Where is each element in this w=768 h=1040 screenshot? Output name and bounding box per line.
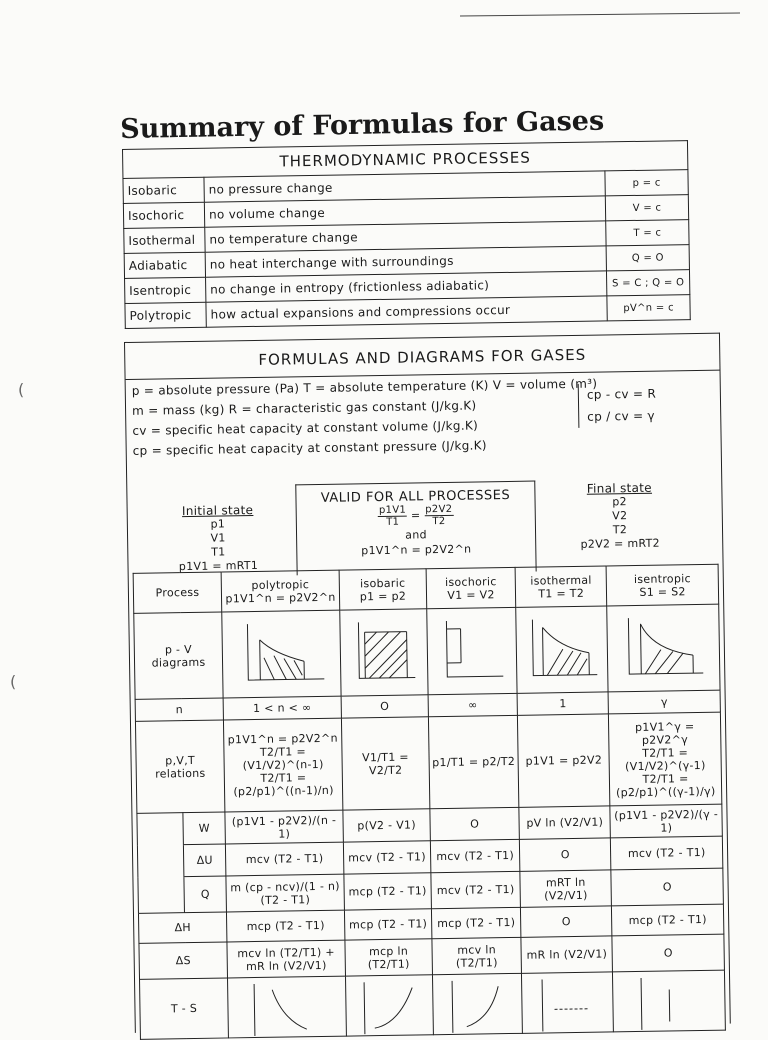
pvt-isobaric: V1/T1 = V2/T2 xyxy=(341,717,430,810)
pvt-isochoric: p1/T1 = p2/T2 xyxy=(428,715,519,808)
margin-mark: ( xyxy=(10,672,16,691)
initial-state-title: Initial state xyxy=(158,503,278,519)
table-cell: mcp (T2 - T1) xyxy=(612,904,724,936)
row-label: ΔS xyxy=(139,942,228,979)
state-line: T1 xyxy=(158,545,278,561)
row-gap xyxy=(137,813,184,846)
process-formula: T = c xyxy=(606,220,689,246)
table-cell: pV ln (V2/V1) xyxy=(519,806,611,839)
n-value: O xyxy=(341,695,428,718)
table-cell: mcv ln (T2/T1) xyxy=(432,937,522,974)
thermodynamic-processes-table xyxy=(122,140,691,329)
ts-diagram-isentropic xyxy=(613,970,726,1032)
process-desc: no volume change xyxy=(204,196,605,227)
column-header-sub: V1 = V2 xyxy=(429,587,513,601)
and-text: and xyxy=(297,526,535,545)
table-cell: O xyxy=(519,838,611,871)
margin-mark: ( xyxy=(18,380,24,399)
state-line: p2V2 = mRT2 xyxy=(560,536,680,552)
page-title: Summary of Formulas for Gases xyxy=(120,106,604,145)
row-label: W xyxy=(183,812,225,845)
polytropic-law: p1V1^n = p2V2^n xyxy=(297,541,535,560)
ts-diagram-isobaric xyxy=(345,975,433,1036)
row-label: n xyxy=(135,698,223,721)
column-header-sub: p1V1^n = p2V2^n xyxy=(224,590,337,605)
definition-line: p = absolute pressure (Pa) T = absolute temperature (K) V = volume (m³) xyxy=(132,374,572,401)
table-row xyxy=(134,604,720,699)
row-label: p - V diagrams xyxy=(134,612,223,699)
pvt-isothermal: p1V1 = p2V2 xyxy=(518,714,611,807)
column-header xyxy=(426,567,516,608)
table-cell: O xyxy=(521,906,613,937)
gas-constant-relations xyxy=(578,383,657,428)
state-line: p2 xyxy=(559,494,679,510)
table-cell: mcp (T2 - T1) xyxy=(344,909,432,940)
table-cell: mcv ln (T2/T1) + mR ln (V2/V1) xyxy=(227,940,345,978)
column-header-sub: S1 = S2 xyxy=(609,584,716,599)
table-cell: O xyxy=(612,934,724,972)
n-value: ∞ xyxy=(428,693,517,716)
ts-diagram-isothermal xyxy=(522,972,614,1033)
table-cell: O xyxy=(611,868,723,906)
fraction-denominator: T1 xyxy=(378,517,407,528)
pv-diagram-isentropic xyxy=(607,604,720,692)
process-desc: no pressure change xyxy=(204,171,605,202)
pv-diagram-isobaric xyxy=(340,609,428,696)
ts-diagram-polytropic xyxy=(228,976,347,1038)
column-header: Process xyxy=(133,572,222,613)
column-header-title: isochoric xyxy=(429,574,513,588)
column-header-title: polytropic xyxy=(224,577,337,592)
definitions xyxy=(132,374,573,461)
table-cell: mcv (T2 - T1) xyxy=(611,836,723,870)
table-cell: mcv (T2 - T1) xyxy=(430,839,520,872)
pvt-isentropic xyxy=(609,712,722,806)
process-formula: V = c xyxy=(605,195,688,221)
final-state xyxy=(559,480,680,552)
table-cell: mcp ln (T2/T1) xyxy=(345,939,433,976)
table-cell: (p1V1 - p2V2)/(n - 1) xyxy=(225,810,343,844)
relation-line: T2/T1 = (p2/p1)^((γ-1)/γ) xyxy=(612,771,719,799)
n-value: 1 xyxy=(517,692,609,715)
n-value: 1 < n < ∞ xyxy=(223,696,341,720)
table-cell: mcp (T2 - T1) xyxy=(344,873,432,910)
row-gap xyxy=(138,877,185,914)
process-desc: no heat interchange with surroundings xyxy=(205,246,606,277)
final-state-title: Final state xyxy=(559,480,679,496)
relation-line: cp - cv = R xyxy=(587,383,657,406)
pvt-polytropic xyxy=(224,718,343,812)
relation-line: cp / cv = γ xyxy=(587,405,657,428)
column-header-sub: T1 = T2 xyxy=(518,586,604,600)
table-cell: m (cp - ncv)/(1 - n) (T2 - T1) xyxy=(226,874,344,912)
row-label: ΔU xyxy=(183,844,225,877)
valid-title: VALID FOR ALL PROCESSES xyxy=(296,482,534,507)
process-formula: S = C ; Q = O xyxy=(606,270,689,296)
state-line: p1V1 = mRT1 xyxy=(158,559,278,575)
process-name: Isothermal xyxy=(124,227,205,253)
process-name: Adiabatic xyxy=(124,252,205,278)
table-cell: mcv (T2 - T1) xyxy=(225,842,343,876)
table-row xyxy=(140,970,726,1039)
valid-for-all-box xyxy=(295,481,536,576)
process-name: Isochoric xyxy=(123,202,204,228)
table-cell: O xyxy=(430,807,520,840)
process-comparison-table xyxy=(133,564,726,1040)
process-formula: pV^n = c xyxy=(607,295,690,321)
row-label: p,V,T relations xyxy=(135,720,225,813)
pv-diagram-isothermal xyxy=(516,606,609,693)
column-header-title: isothermal xyxy=(518,573,604,587)
pv-diagram-polytropic xyxy=(222,610,341,698)
relation-line: p1V1^n = p2V2^n xyxy=(226,732,339,747)
fraction-numerator: p2V2 xyxy=(424,504,453,516)
table-cell: (p1V1 - p2V2)/(γ - 1) xyxy=(610,804,722,838)
table-cell: mRT ln (V2/V1) xyxy=(520,870,612,907)
column-header-title: isentropic xyxy=(609,571,716,586)
column-header xyxy=(606,564,718,606)
table-row xyxy=(135,712,721,813)
ts-diagram-isochoric xyxy=(432,973,522,1034)
process-name: Isentropic xyxy=(125,277,206,303)
relation-line: T2/T1 = (V1/V2)^(n-1) xyxy=(226,745,339,773)
definition-line: cp = specific heat capacity at constant pressure (J/kg.K) xyxy=(133,434,573,461)
relation-line: p1V1^γ = p2V2^γ xyxy=(611,719,718,747)
definition-line: cv = specific heat capacity at constant volume (J/kg.K) xyxy=(132,414,572,441)
relation-line: T2/T1 = (p2/p1)^((n-1)/n) xyxy=(227,771,340,799)
n-value: γ xyxy=(608,690,720,714)
process-name: Polytropic xyxy=(125,302,206,328)
table-cell: mcv (T2 - T1) xyxy=(343,841,431,874)
process-desc: no temperature change xyxy=(205,221,606,252)
fraction-numerator: p1V1 xyxy=(378,505,407,517)
pv-diagram-isochoric xyxy=(427,607,517,694)
state-line: T2 xyxy=(560,522,680,538)
process-desc: how actual expansions and compressions occur xyxy=(206,296,607,327)
table-cell: mcp (T2 - T1) xyxy=(227,910,345,942)
row-gap xyxy=(137,845,184,878)
combined-gas-law: $\frac{p1V1}{T1}$ = $\frac{p2V2}{T2}$ xyxy=(297,503,535,530)
row-label: Q xyxy=(184,876,227,913)
table-header: THERMODYNAMIC PROCESSES xyxy=(123,141,688,179)
process-name: Isobaric xyxy=(123,177,204,203)
scan-artifact-line xyxy=(460,13,740,17)
state-line: V1 xyxy=(158,531,278,547)
relation-line: T2/T1 = (V1/V2)^(γ-1) xyxy=(612,745,719,773)
table-header: FORMULAS AND DIAGRAMS FOR GASES xyxy=(125,334,720,380)
column-header xyxy=(515,566,607,607)
initial-state xyxy=(158,503,279,575)
process-formula: Q = O xyxy=(606,245,689,271)
process-desc: no change in entropy (frictionless adiabatic) xyxy=(206,271,607,302)
state-line: V2 xyxy=(560,508,680,524)
table-cell: mR ln (V2/V1) xyxy=(521,936,613,973)
column-header xyxy=(221,570,339,612)
table-cell: p(V2 - V1) xyxy=(343,809,431,842)
fraction-denominator: T2 xyxy=(424,516,453,527)
column-header-title: isobaric xyxy=(342,576,424,590)
state-line: p1 xyxy=(158,517,278,533)
row-label: T - S xyxy=(140,978,229,1039)
column-header-sub: p1 = p2 xyxy=(342,589,424,603)
table-cell: mcp (T2 - T1) xyxy=(431,907,521,938)
table-cell: mcv (T2 - T1) xyxy=(431,871,521,908)
definition-line: m = mass (kg) R = characteristic gas constant (J/kg.K) xyxy=(132,394,572,421)
formulas-diagrams-table xyxy=(124,333,731,1033)
process-formula: p = c xyxy=(605,170,688,196)
column-header xyxy=(339,569,427,610)
row-label: ΔH xyxy=(138,912,227,943)
